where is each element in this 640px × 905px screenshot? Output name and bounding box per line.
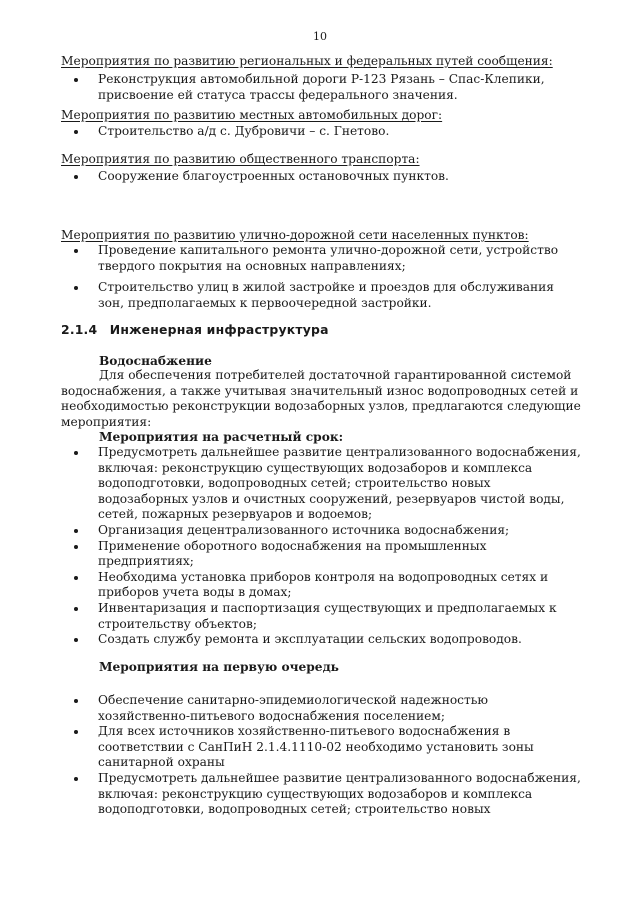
list-item: Необходима установка приборов контроля на водопроводных сетях и приборов учета воды в домах; <box>61 570 581 601</box>
regional-roads-list <box>61 72 581 103</box>
list-item: Предусмотреть дальнейшее развитие централизованного водоснабжения, включая: реконструкцию существующих водозаборов и комплекса водоподготовки, водопроводных сетей; строительство новых <box>61 771 581 818</box>
list-item: Строительство а/д с. Дубровичи – с. Гнетово. <box>61 124 581 140</box>
list-item: Реконструкция автомобильной дороги Р-123 Рязань – Спас-Клепики, присвоение ей статуса трассы федерального значения. <box>61 72 581 103</box>
estimated-period-list <box>61 445 581 648</box>
section-title: Инженерная инфраструктура <box>109 322 329 337</box>
list-item: Сооружение благоустроенных остановочных пунктов. <box>61 169 581 185</box>
list-item: Организация децентрализованного источника водоснабжения; <box>61 523 581 539</box>
estimated-period-title: Мероприятия на расчетный срок: <box>99 430 344 444</box>
public-transport-heading: Мероприятия по развитию общественного транспорта: <box>61 152 420 166</box>
first-stage-list <box>61 693 581 818</box>
street-network-heading: Мероприятия по развитию улично-дорожной сети населенных пунктов: <box>61 228 529 242</box>
list-item: Предусмотреть дальнейшее развитие централизованного водоснабжения, включая: реконструкцию существующих водозаборов и комплекса водоподготовки, водопроводных сетей; строительство новых водозаборных узлов и очистных сооружений, резервуаров чистой воды, сетей, пожарных резервуаров и водоемов; <box>61 445 581 523</box>
list-item: Проведение капитального ремонта улично-дорожной сети, устройство твердого покрытия на основных направлениях; <box>61 243 581 274</box>
water-supply-title: Водоснабжение <box>99 354 212 368</box>
regional-roads-heading: Мероприятия по развитию региональных и федеральных путей сообщения: <box>61 54 553 68</box>
street-network-list-cont <box>61 280 581 311</box>
first-stage-title: Мероприятия на первую очередь <box>99 660 339 674</box>
water-supply-intro: Для обеспечения потребителей достаточной гарантированной системой водоснабжения, а также учитывая значительный износ водопроводных сетей и необходимостью реконструкции водозаборных узлов, предлагаются следующие мероприятия: <box>61 368 581 429</box>
page-number: 10 <box>313 30 327 43</box>
list-item: Применение оборотного водоснабжения на промышленных предприятиях; <box>61 539 581 570</box>
public-transport-list <box>61 169 581 185</box>
list-item: Инвентаризация и паспортизация существующих и предполагаемых к строительству объектов; <box>61 601 581 632</box>
local-roads-heading: Мероприятия по развитию местных автомобильных дорог: <box>61 108 443 122</box>
local-roads-list <box>61 124 581 140</box>
list-item: Создать службу ремонта и эксплуатации сельских водопроводов. <box>61 632 581 648</box>
list-item: Для всех источников хозяйственно-питьевого водоснабжения в соответствии с СанПиН 2.1.4.1110-02 необходимо установить зоны санитарной охраны <box>61 724 581 771</box>
section-number: 2.1.4 <box>61 322 98 337</box>
list-item: Строительство улиц в жилой застройке и проездов для обслуживания зон, предполагаемых к первоочередной застройки. <box>61 280 581 311</box>
section-heading <box>61 322 329 338</box>
list-item: Обеспечение санитарно-эпидемиологической надежностью хозяйственно-питьевого водоснабжения поселением; <box>61 693 581 724</box>
street-network-list <box>61 243 581 274</box>
